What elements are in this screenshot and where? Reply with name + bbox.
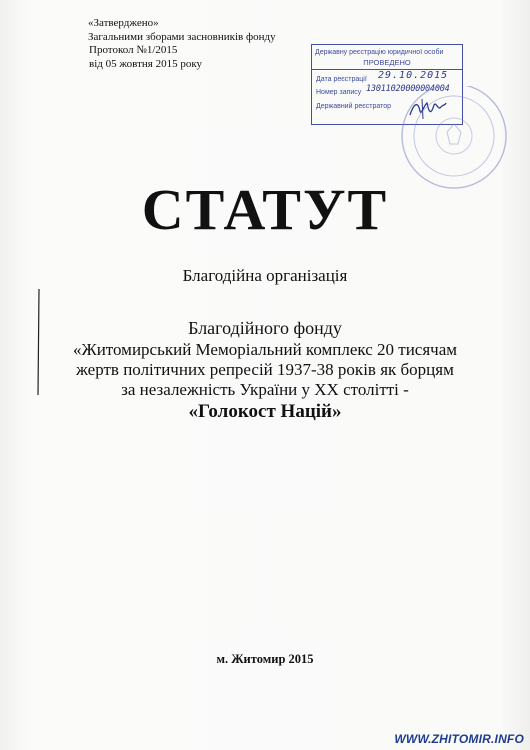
fund-line-1: Благодійного фонду [188,318,342,338]
fund-line-2: «Житомирський Меморіальний комплекс 20 тисячам [72,340,458,359]
margin-pen-mark [34,287,44,397]
stamp-date-label: Дата реєстрації [316,76,367,83]
stamp-number-label: Номер запису [316,89,362,96]
approval-line-2: Загальними зборами засновників фонду [88,30,276,43]
stamp-status: ПРОВЕДЕНО [363,58,411,67]
stamp-number-value: 13011020000004004 [366,84,450,94]
approval-line-3: Протокол №1/2015 [89,44,178,56]
approval-block [88,17,276,71]
fund-line-4: за незалежність України у ХХ столітті - [121,380,409,399]
fund-line-3: жертв політичних репресій 1937-38 років як борцям [76,360,454,379]
fund-name: «Голокост Націй» [188,401,342,422]
stamp-registrar-label: Державний реєстратор [316,103,392,110]
fund-description [0,316,530,424]
stamp-header: Державну реєстрацію юридичної особи [315,49,444,56]
approval-line-1: «Затверджено» [88,17,159,29]
stamp-date-value: 29.10.2015 [378,70,449,81]
document-subtitle: Благодійна організація [182,266,348,285]
city-year: м. Житомир 2015 [216,652,314,666]
approval-line-4: від 05 жовтня 2015 року [89,57,203,70]
document-title: СТАТУТ [141,177,389,242]
site-watermark: WWW.ZHITOMIR.INFO [394,732,524,746]
